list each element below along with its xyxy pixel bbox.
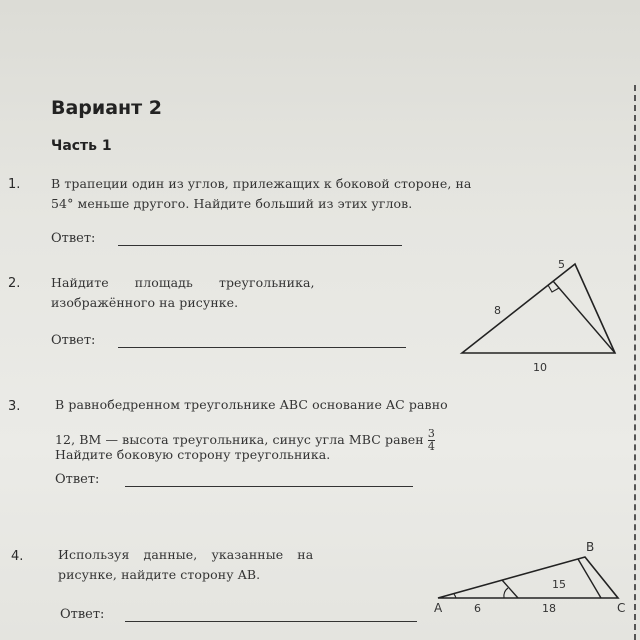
task-1-answer-label: Ответ: xyxy=(51,231,96,246)
big-triangle xyxy=(438,557,618,598)
fraction-denominator: 4 xyxy=(427,440,435,453)
label-15: 15 xyxy=(552,578,566,591)
task-4-triangle-figure xyxy=(420,470,630,630)
task-3-answer-field[interactable] xyxy=(125,486,413,487)
vertex-c: C xyxy=(617,601,626,615)
task-4-answer-field[interactable] xyxy=(125,621,417,622)
label-8: 8 xyxy=(494,304,501,317)
fraction-numerator: 3 xyxy=(427,427,435,440)
task-2-answer-label: Ответ: xyxy=(51,333,96,348)
inner-segment xyxy=(502,580,518,598)
label-18: 18 xyxy=(542,602,556,615)
task-4-answer-label: Ответ: xyxy=(60,607,105,622)
triangle-outline xyxy=(462,264,615,353)
task-3-number: 3. xyxy=(8,399,21,414)
variant-title: Вариант 2 xyxy=(51,97,163,119)
label-6: 6 xyxy=(474,602,481,615)
vertex-a: A xyxy=(434,601,443,615)
part-title: Часть 1 xyxy=(51,138,112,154)
task-3-line-3: Найдите боковую сторону треугольника. xyxy=(55,447,331,462)
task-2-line-1: Найдите площадь треугольника, xyxy=(51,275,315,290)
task-2-number: 2. xyxy=(8,276,21,291)
task-3-answer-label: Ответ: xyxy=(55,472,100,487)
task-4-text xyxy=(58,545,418,585)
parallel-segment xyxy=(578,559,601,598)
triangle-height xyxy=(553,281,615,353)
task-1-number: 1. xyxy=(8,177,21,192)
task-1-answer-field[interactable] xyxy=(118,245,402,246)
task-2-text xyxy=(51,273,411,313)
task-4-line-1: Используя данные, указанные на xyxy=(58,547,314,562)
task-2-triangle-figure xyxy=(440,248,630,378)
task-3-text xyxy=(55,395,633,415)
task-2-answer-field[interactable] xyxy=(118,347,406,348)
task-3-line-1: В равнобедренном треугольнике ABC основание AC равно xyxy=(55,397,448,412)
vertex-b: B xyxy=(586,540,595,554)
task-1-line-2: 54° меньше другого. Найдите больший из этих углов. xyxy=(51,196,413,211)
cut-line xyxy=(634,85,636,640)
task-4-line-2: рисунке, найдите сторону AB. xyxy=(58,567,261,582)
task-4-number: 4. xyxy=(11,549,24,564)
angle-arc-inner xyxy=(504,588,508,598)
task-2-line-2: изображённого на рисунке. xyxy=(51,295,239,310)
task-3-text-3 xyxy=(55,445,615,465)
task-3-line-2: 12, BM — высота треугольника, синус угла MBC равен xyxy=(55,432,424,447)
label-10: 10 xyxy=(533,361,547,374)
task-1-text xyxy=(51,174,631,214)
task-1-line-1: В трапеции один из углов, прилежащих к боковой стороне, на xyxy=(51,176,472,191)
label-5: 5 xyxy=(558,258,565,271)
